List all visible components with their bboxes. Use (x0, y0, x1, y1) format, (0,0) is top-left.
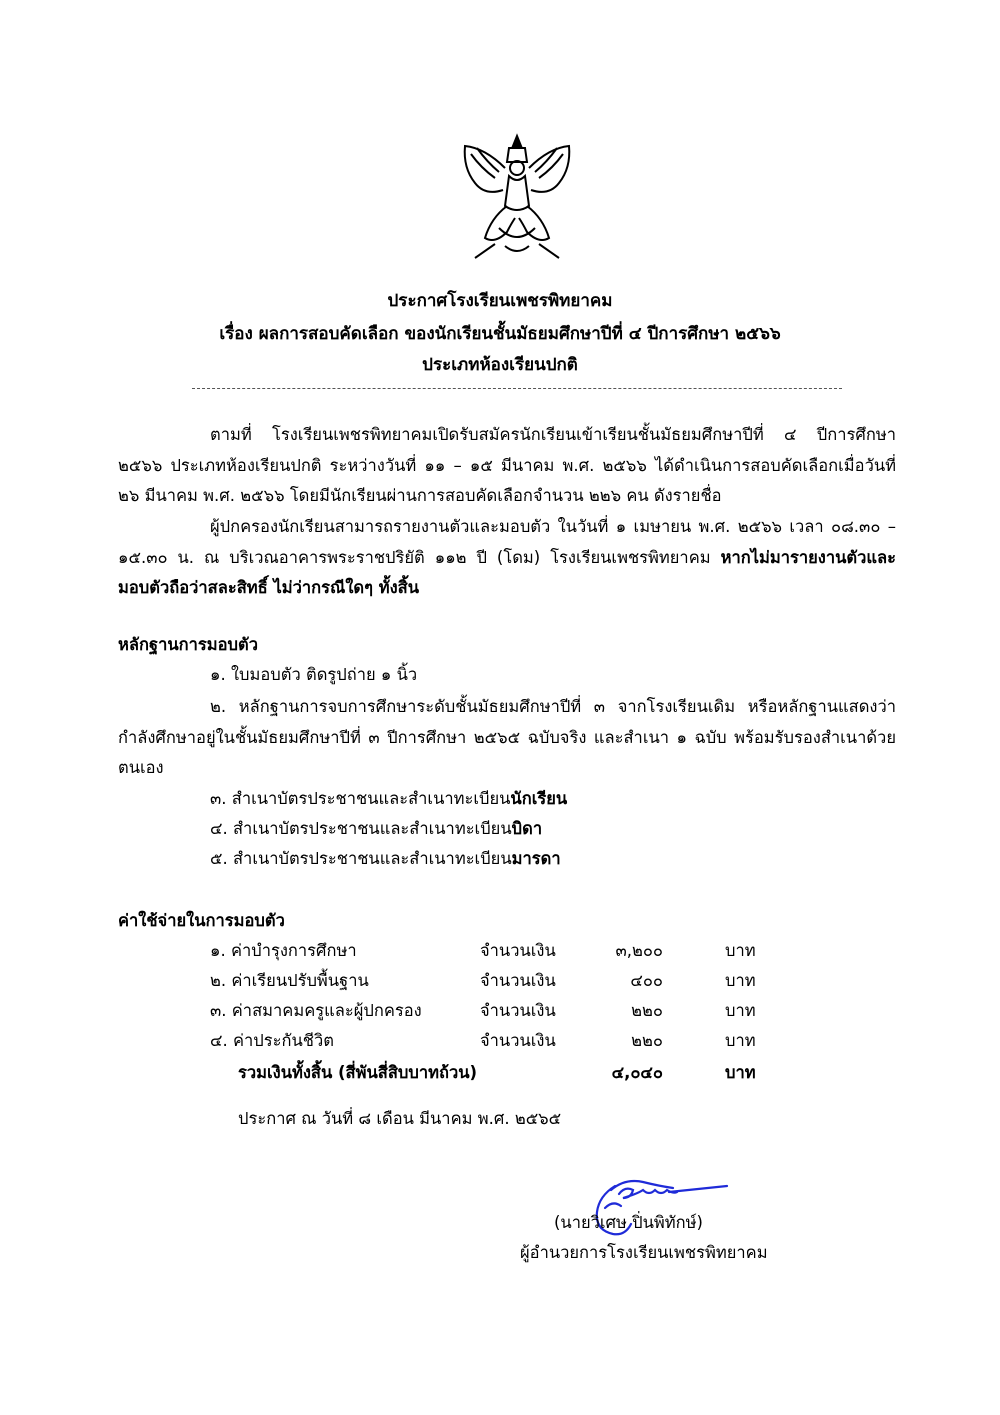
fee-unit: บาท (725, 941, 756, 960)
announcement-category: ประเภทห้องเรียนปกติ (422, 355, 578, 375)
fee-row (210, 936, 770, 966)
fee-unit: บาท (725, 1001, 756, 1020)
paragraph-report-warning: หากไม่มารายงานตัวและมอบตัวถือว่าสละสิทธิ์ ไม่ว่ากรณีใดๆ ทั้งสิ้น (118, 547, 896, 597)
fee-name: ๓. ค่าสมาคมครูและผู้ปกครอง (210, 1001, 422, 1020)
evidence-item-5 (210, 844, 561, 874)
fee-unit: บาท (725, 971, 756, 990)
fee-amount-label: จำนวนเงิน (480, 1031, 556, 1050)
fee-amount-label: จำนวนเงิน (480, 1001, 556, 1020)
fee-name: ๔. ค่าประกันชีวิต (210, 1031, 334, 1050)
evidence-item-5-text: ๕. สำเนาบัตรประชาชนและสำเนาทะเบียน (210, 849, 512, 868)
paragraph-admission (118, 420, 896, 512)
evidence-item-1: ๑. ใบมอบตัว ติดรูปถ่าย ๑ นิ้ว (210, 665, 418, 684)
fee-total-value: ๔,๐๔๐ (611, 1063, 663, 1082)
dashed-divider (192, 388, 842, 389)
announcement-subject: เรื่อง ผลการสอบคัดเลือก ของนักเรียนชั้นมัธยมศึกษาปีที่ ๔ ปีการศึกษา ๒๕๖๖ (219, 324, 781, 344)
paragraph-report (118, 512, 896, 604)
fees-heading: ค่าใช้จ่ายในการมอบตัว (118, 911, 285, 930)
fee-row (210, 1026, 770, 1056)
evidence-item-4 (210, 814, 542, 844)
evidence-item-2 (118, 692, 896, 784)
fee-total-label: รวมเงินทั้งสิ้น (สี่พันสี่สิบบาทถ้วน) (238, 1063, 478, 1082)
paragraph-report-text: ผู้ปกครองนักเรียนสามารถรายงานตัวและมอบตัว ในวันที่ ๑ เมษายน พ.ศ. ๒๕๖๖ เวลา ๐๘.๓๐ – ๑๕.๓๐ น. ณ บริเวณอาคารพระราชปริยัติ ๑๑๒ ปี (โดม) โรงเรียนเพชรพิทยาคม (118, 517, 896, 567)
announcement-date: ประกาศ ณ วันที่ ๘ เดือน มีนาคม พ.ศ. ๒๕๖๕ (238, 1109, 562, 1128)
fee-name: ๑. ค่าบำรุงการศึกษา (210, 941, 357, 960)
evidence-item-3 (210, 784, 567, 814)
fee-name: ๒. ค่าเรียนปรับพื้นฐาน (210, 971, 369, 990)
evidence-item-3-bold: นักเรียน (510, 789, 568, 808)
paragraph-admission-text: ตามที่ โรงเรียนเพชรพิทยาคมเปิดรับสมัครนักเรียนเข้าเรียนชั้นมัธยมศึกษาปีที่ ๔ ปีการศึกษา ๒๕๖๖ ประเภทห้องเรียนปกติ ระหว่างวันที่ ๑๑ – ๑๕ มีนาคม พ.ศ. ๒๕๖๖ ได้ดำเนินการสอบคัดเลือกเมื่อวันที่ ๒๖ มีนาคม พ.ศ. ๒๕๖๖ โดยมีนักเรียนผ่านการสอบคัดเลือกจำนวน ๒๒๖ คน ดังรายชื่อ (118, 425, 896, 505)
evidence-item-5-bold: มารดา (511, 849, 561, 868)
fee-amount-label: จำนวนเงิน (480, 941, 556, 960)
fee-total-unit: บาท (725, 1063, 756, 1082)
evidence-item-2-text: ๒. หลักฐานการจบการศึกษาระดับชั้นมัธยมศึกษาปีที่ ๓ จากโรงเรียนเดิม หรือหลักฐานแสดงว่ากำลังศึกษาอยู่ในชั้นมัธยมศึกษาปีที่ ๓ ปีการศึกษา ๒๕๖๕ ฉบับจริง และสำเนา ๑ ฉบับ พร้อมรับรองสำเนาด้วยตนเอง (118, 697, 896, 777)
evidence-item-3-text: ๓. สำเนาบัตรประชาชนและสำเนาทะเบียน (210, 789, 511, 808)
evidence-item-4-text: ๔. สำเนาบัตรประชาชนและสำเนาทะเบียน (210, 819, 512, 838)
fee-value: ๔๐๐ (630, 971, 663, 990)
fee-total-row (210, 1058, 770, 1088)
fee-unit: บาท (725, 1031, 756, 1050)
fee-value: ๒๒๐ (631, 1031, 663, 1050)
fee-value: ๓,๒๐๐ (615, 941, 663, 960)
signer-position: ผู้อำนวยการโรงเรียนเพชรพิทยาคม (520, 1243, 768, 1262)
fee-value: ๒๒๐ (631, 1001, 663, 1020)
evidence-item-4-bold: บิดา (511, 819, 543, 838)
signer-name: (นายวิเศษ ปิ่นพิทักษ์) (554, 1213, 703, 1232)
garuda-emblem-icon (455, 128, 580, 263)
fee-amount-label: จำนวนเงิน (480, 971, 556, 990)
fee-row (210, 996, 770, 1026)
fee-row (210, 966, 770, 996)
evidence-heading: หลักฐานการมอบตัว (118, 635, 258, 654)
announcement-title: ประกาศโรงเรียนเพชรพิทยาคม (387, 291, 613, 311)
